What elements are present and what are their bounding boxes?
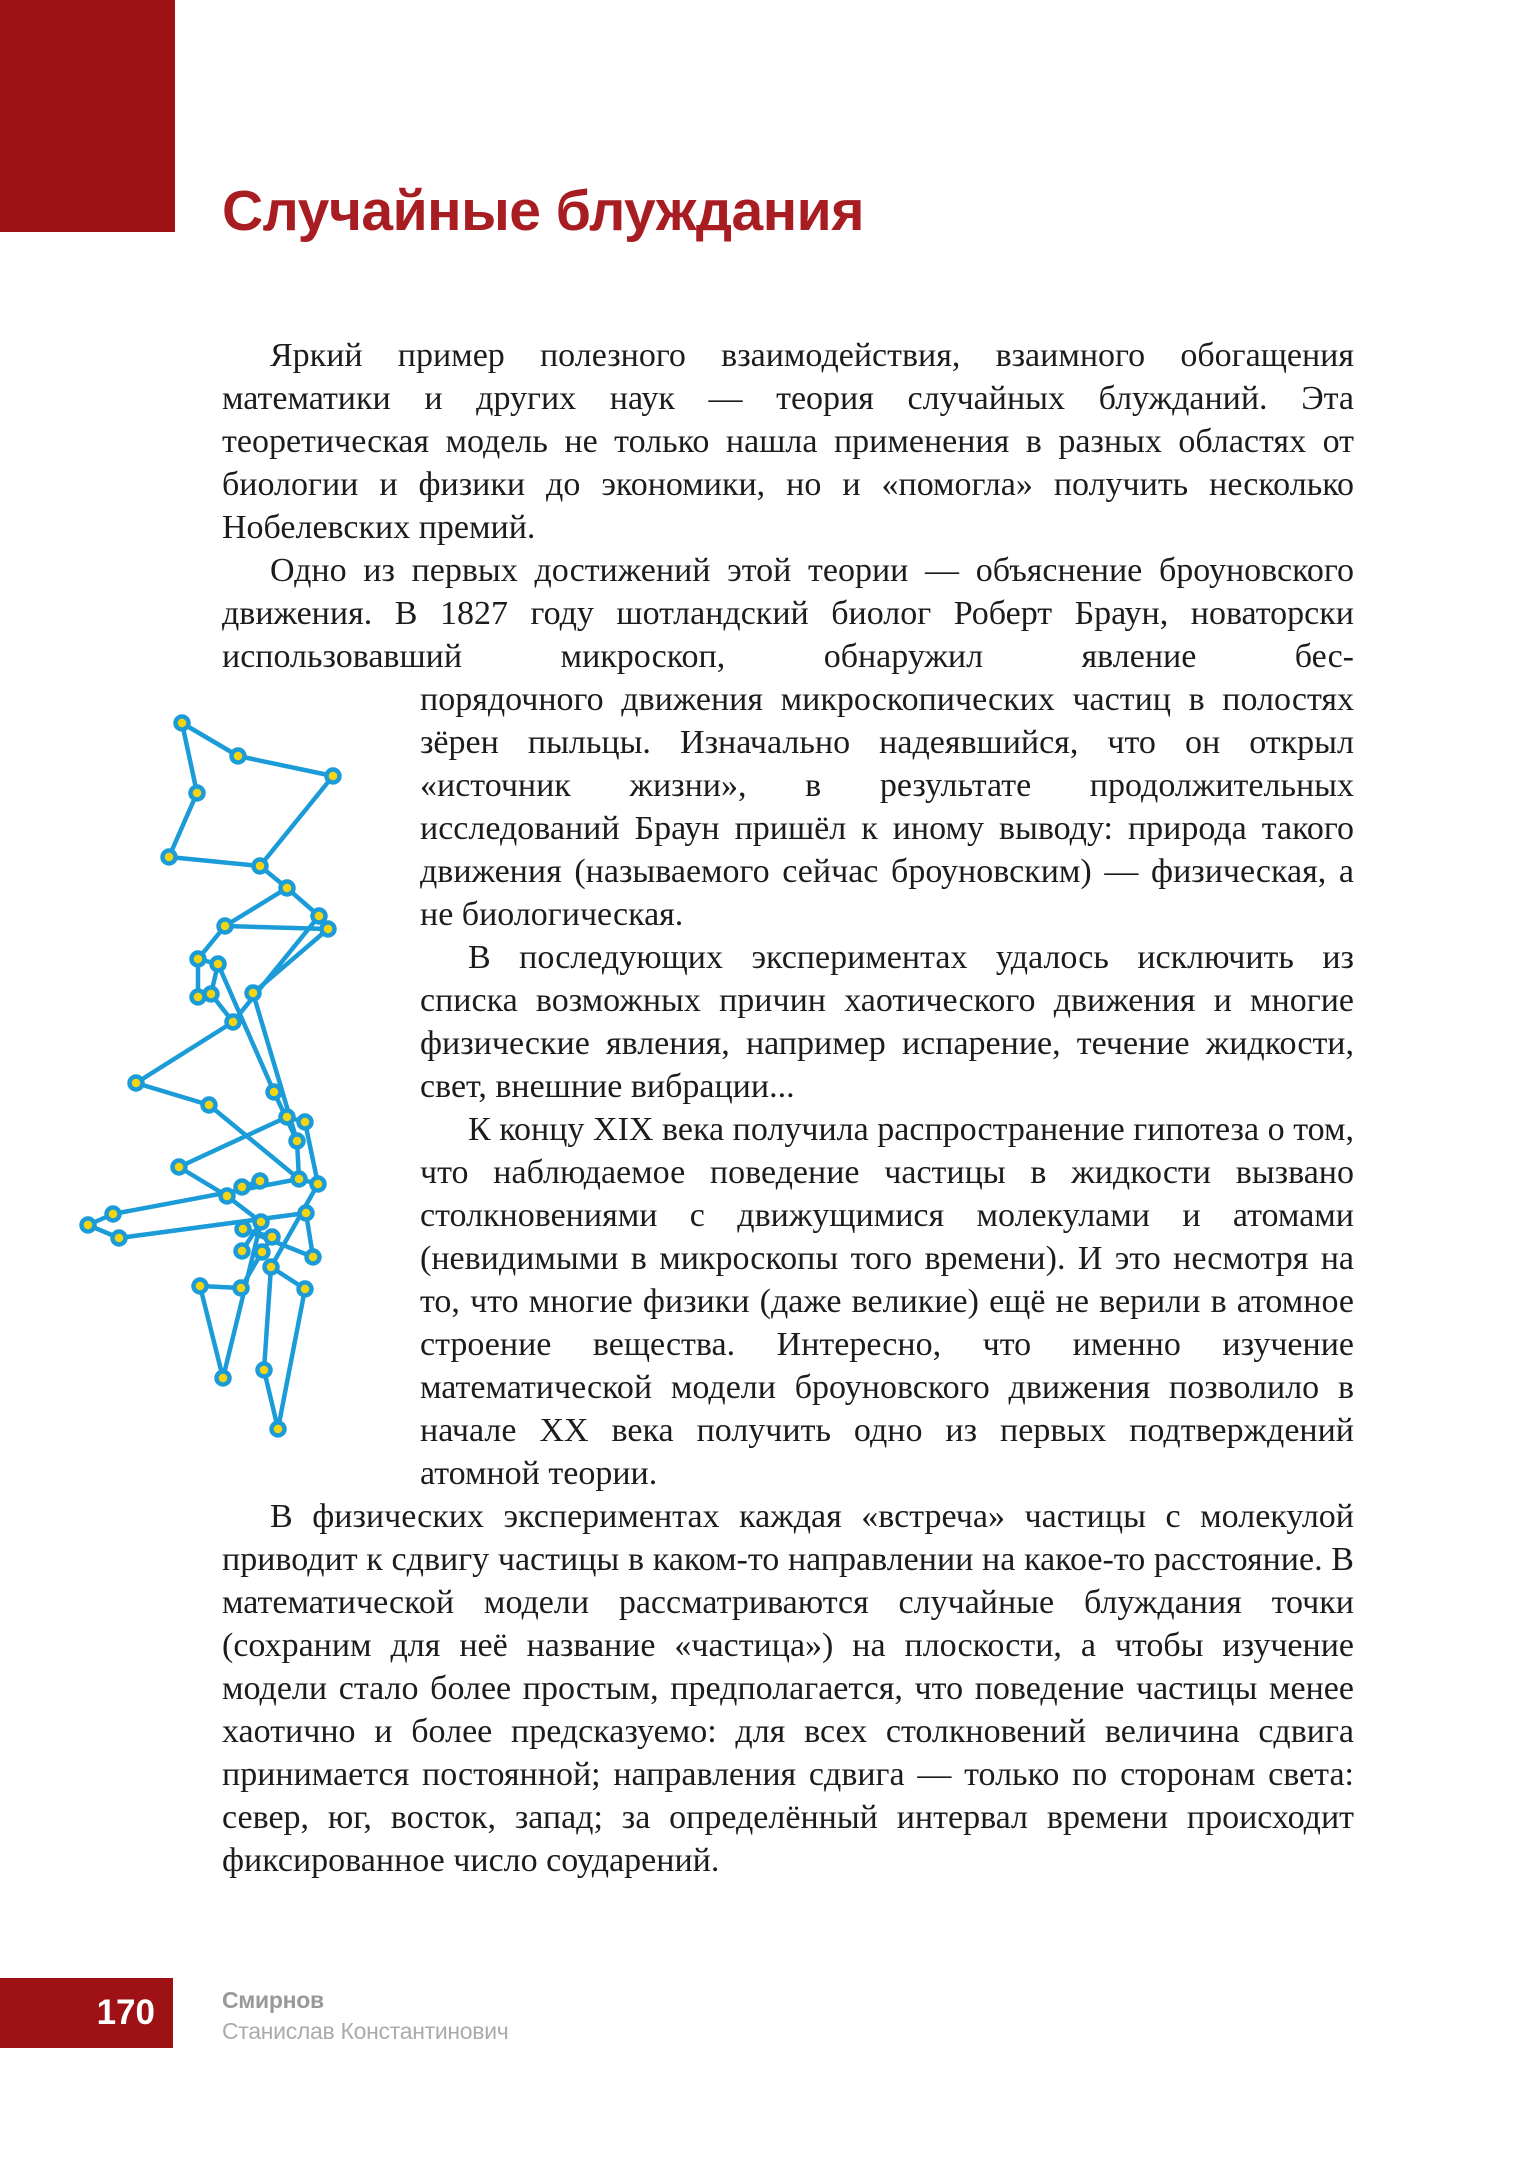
walk-node-dot	[203, 1099, 216, 1112]
walk-node-dot	[237, 1223, 250, 1236]
walk-step-segment	[260, 776, 333, 866]
paragraph-4: К концу XIX века получила распространение гипотеза о том, что наблюдаемое поведение частицы в жидкости вызвано столкновениями с движущимися молекулами и атомами (невидимыми в микроскопы того времени). И это несмотря на то, что многие физики (даже великие) ещё не верили в атомное строение вещества. Интересно, что именно изучение математической модели броуновского движения позволило в начале XX века получить одно из первых подтверждений атомной теории.	[420, 1111, 1354, 1492]
walk-node-dot	[194, 1280, 207, 1293]
walk-step-segment	[264, 1370, 278, 1429]
walk-node-dot	[281, 882, 294, 895]
walk-node-dot	[191, 787, 204, 800]
walk-node-dot	[192, 953, 205, 966]
walk-node-dot	[266, 1231, 279, 1244]
walk-node-dot	[130, 1077, 143, 1090]
page-number-block	[0, 1978, 173, 2048]
walk-step-segment	[278, 1289, 305, 1429]
walk-node-dot	[281, 1111, 294, 1124]
author-surname: Смирнов	[222, 1987, 324, 2013]
paragraph-3: В последующих экспериментах удалось исключить из списка возможных причин хаотического движения и многие физические явления, например испарение, течение жидкости, свет, внешние вибрации...	[420, 939, 1354, 1105]
text-wrap-zone	[420, 678, 1354, 1495]
walk-node-dot	[254, 860, 267, 873]
walk-node-dot	[299, 1116, 312, 1129]
paragraph-1: Яркий пример полезного взаимодействия, взаимного обогащения математики и других наук — теория случайных блужданий. Эта теоретическая модель не только нашла применения в разных областях от биологии и физики до экономики, но и «помогла» получить несколько Нобелевских премий.	[222, 337, 1354, 546]
walk-node-dot	[272, 1423, 285, 1436]
body-text	[222, 334, 1354, 1882]
walk-node-dot	[235, 1282, 248, 1295]
walk-step-segment	[200, 1286, 223, 1378]
walk-step-segment	[169, 793, 197, 857]
walk-step-segment	[169, 857, 260, 866]
page-number: 170	[96, 1993, 155, 2032]
walk-node-dot	[291, 1135, 304, 1148]
walk-node-dot	[247, 987, 260, 1000]
walk-node-dot	[299, 1283, 312, 1296]
walk-step-segment	[233, 916, 319, 1022]
walk-step-segment	[264, 1267, 271, 1370]
walk-node-dot	[312, 1178, 325, 1191]
walk-node-dot	[176, 717, 189, 730]
chapter-corner-block	[0, 0, 175, 232]
walk-node-dot	[307, 1251, 320, 1264]
walk-node-dot	[236, 1245, 249, 1258]
walk-node-dot	[212, 958, 225, 971]
walk-node-dot	[255, 1216, 268, 1229]
walk-node-dot	[300, 1207, 313, 1220]
author-given-name: Станислав Константинович	[222, 2018, 509, 2044]
walk-node-dot	[82, 1219, 95, 1232]
walk-step-segment	[253, 929, 328, 993]
walk-step-segment	[182, 723, 197, 793]
walk-node-dot	[265, 1261, 278, 1274]
walk-node-dot	[173, 1161, 186, 1174]
author-block	[222, 1985, 508, 2047]
walk-step-segment	[136, 1083, 209, 1105]
walk-node-dot	[113, 1232, 126, 1245]
paragraph-2-wrapped: порядочного движения микроскопических частиц в полостях зёрен пыльцы. Изначально надеявшийся, что он открыл «источник жизни», в результате продолжительных исследований Браун пришёл к иному выводу: природа такого движения (называемого сейчас броуновским) — физическая, а не биологическая.	[420, 681, 1354, 933]
walk-node-dot	[205, 988, 218, 1001]
paragraph-2-full-width: Одно из первых достижений этой теории — объяснение броуновского движения. В 1827 году шотландский биолог Роберт Браун, новаторски использовавший микроскоп, обнаружил явление бес-	[222, 552, 1354, 675]
random-walk-figure	[40, 640, 360, 1600]
walk-node-dot	[268, 1086, 281, 1099]
walk-node-dot	[217, 1372, 230, 1385]
walk-node-dot	[227, 1016, 240, 1029]
walk-node-dot	[322, 923, 335, 936]
walk-step-segment	[136, 1022, 233, 1083]
walk-step-segment	[182, 723, 238, 756]
paragraph-5: В физических экспериментах каждая «встреча» частицы с молекулой приводит к сдвигу частицы в каком-то направлении на какое-то расстояние. В математической модели рассматриваются случайные блуждания точки (сохраним для неё название «частица») на плоскости, а чтобы изучение модели стало более простым, предполагается, что поведение частицы менее хаотично и более предсказуемо: для всех столкновений величина сдвига принимается постоянной; направления сдвига — только по сторонам света: север, юг, восток, запад; за определённый интервал времени происходит фиксированное число соударений.	[222, 1498, 1354, 1879]
walk-node-dot	[236, 1181, 249, 1194]
walk-node-dot	[232, 750, 245, 763]
walk-node-dot	[313, 910, 326, 923]
walk-node-dot	[107, 1208, 120, 1221]
walk-node-dot	[258, 1364, 271, 1377]
walk-node-dot	[221, 1190, 234, 1203]
walk-step-segment	[305, 1122, 318, 1184]
walk-node-dot	[163, 851, 176, 864]
walk-node-dot	[254, 1175, 267, 1188]
walk-node-dot	[256, 1246, 269, 1259]
walk-node-dot	[293, 1173, 306, 1186]
page-title: Случайные блуждания	[222, 179, 864, 243]
walk-node-dot	[219, 920, 232, 933]
walk-node-dot	[327, 770, 340, 783]
walk-step-segment	[238, 756, 333, 776]
walk-step-segment	[225, 888, 287, 926]
